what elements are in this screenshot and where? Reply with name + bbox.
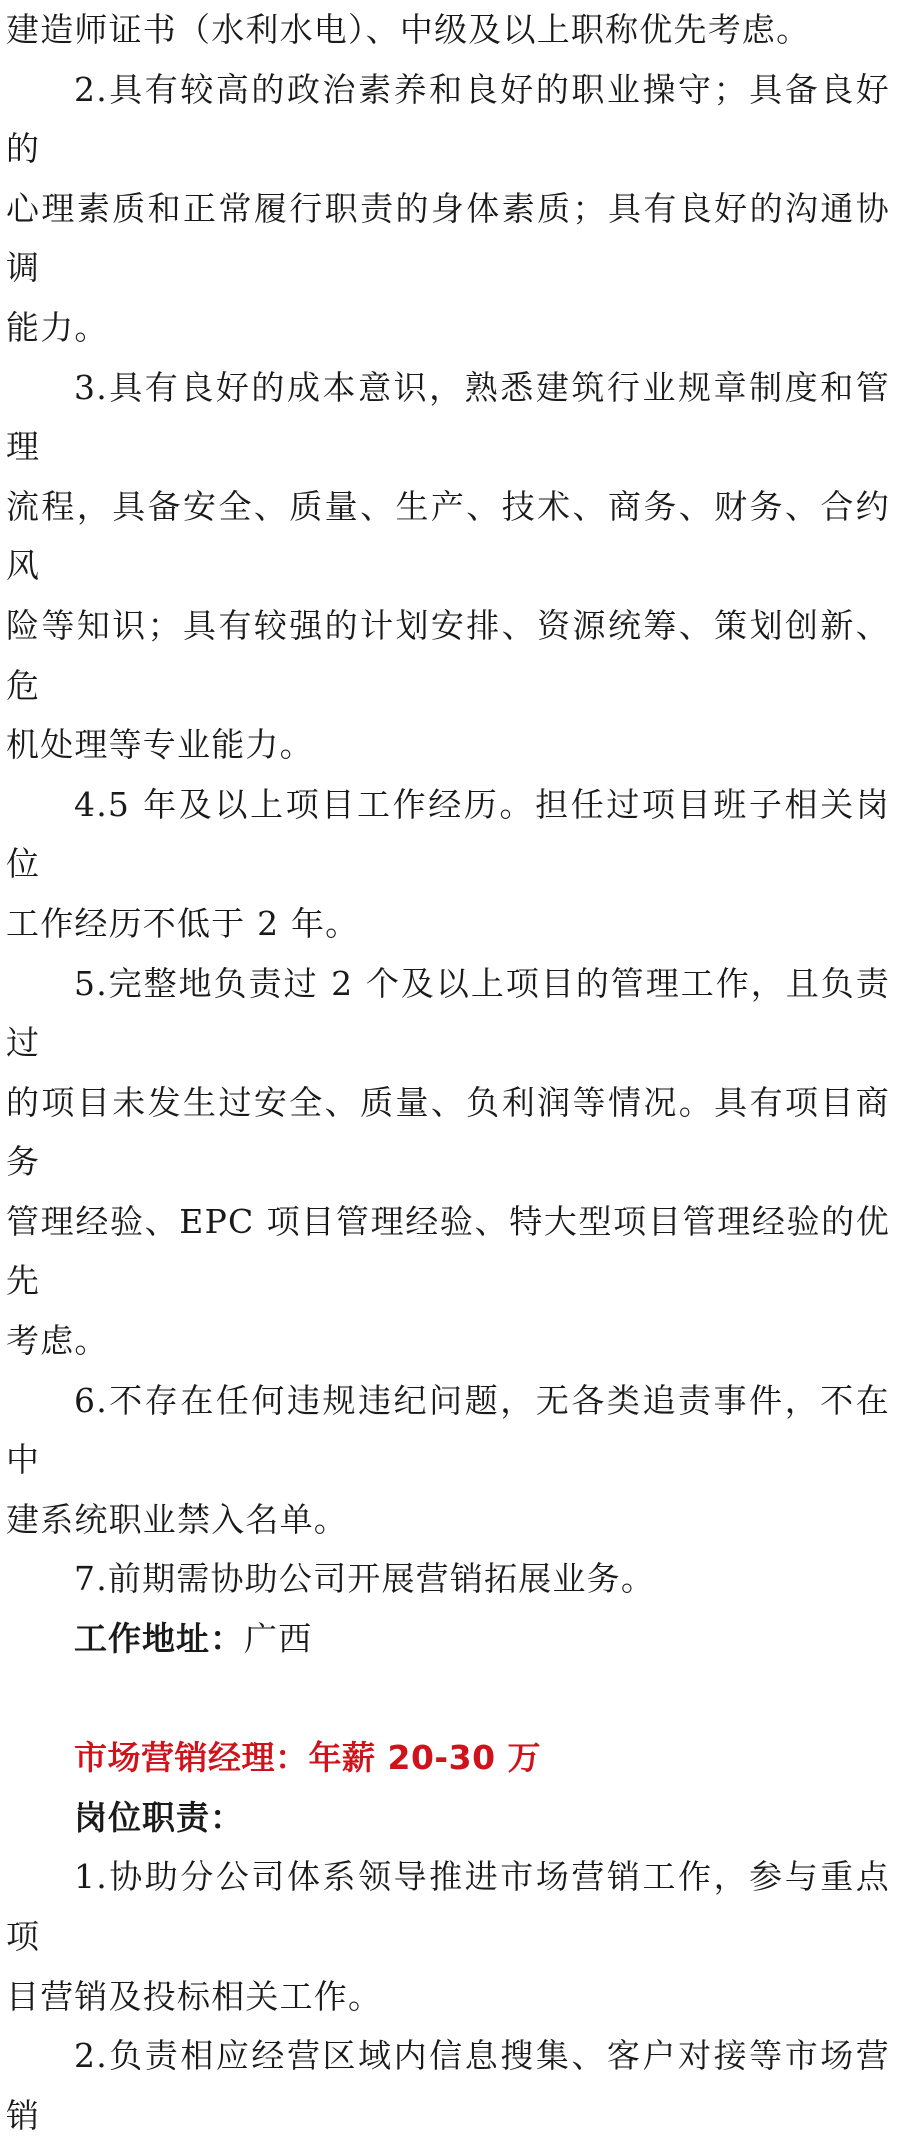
text-line: 流程，具备安全、质量、生产、技术、商务、财务、合约风 [6,486,890,586]
text-line: 6.不存在任何违规违纪问题，无各类追责事件，不在中 [6,1380,890,1480]
text-line: 建系统职业禁入名单。 [6,1499,348,1539]
work-address [6,1609,890,1669]
duty-item-1 [6,1847,890,2026]
text-line: 7.前期需协助公司开展营销拓展业务。 [74,1559,656,1599]
text-line: 管理经验、EPC 项目管理经验、特大型项目管理经验的优先 [6,1201,890,1301]
requirement-item-4 [6,775,890,954]
text-line: 2.负责相应经营区域内信息搜集、客户对接等市场营销 [6,2036,890,2135]
text-line: 建造师证书（水利水电）、中级及以上职称优先考虑。 [6,10,811,49]
work-address-label: 工作地址： [74,1619,244,1659]
text-line: 考虑。 [6,1321,109,1361]
position-heading [6,1728,890,1788]
text-line: 险等知识；具有较强的计划安排、资源统筹、策划创新、危 [6,605,890,705]
requirement-item-5 [6,954,890,1371]
requirement-item-6 [6,1371,890,1550]
text-line: 2.具有较高的政治素养和良好的职业操守；具备良好的 [6,69,890,169]
text-line: 工作经历不低于 2 年。 [6,903,360,943]
document-page [6,0,890,2145]
requirement-item-7 [6,1549,890,1609]
work-address-value: 广西 [244,1619,313,1659]
text-line: 的项目未发生过安全、质量、负利润等情况。具有项目商务 [6,1082,890,1182]
requirement-item-2 [6,60,890,358]
text-line: 4.5 年及以上项目工作经历。担任过项目班子相关岗位 [6,784,890,884]
text-line: 目营销及投标相关工作。 [6,1976,383,2016]
text-line: 3.具有良好的成本意识，熟悉建筑行业规章制度和管理 [6,367,890,467]
duty-item-2 [6,2026,890,2145]
requirement-item-3 [6,358,890,775]
text-line: 机处理等专业能力。 [6,725,314,765]
text-line: 1.协助分公司体系领导推进市场营销工作，参与重点项 [6,1857,890,1956]
section-spacer [6,1669,890,1729]
duties-label: 岗位职责： [74,1797,244,1837]
text-line: 心理素质和正常履行职责的身体素质；具有良好的沟通协调 [6,188,890,288]
text-line: 5.完整地负责过 2 个及以上项目的管理工作，且负责过 [6,963,890,1063]
paragraph-qualification-cert [6,0,890,60]
position-title: 市场营销经理：年薪 20-30 万 [74,1738,542,1778]
duties-heading [6,1788,890,1848]
text-line: 能力。 [6,307,109,347]
